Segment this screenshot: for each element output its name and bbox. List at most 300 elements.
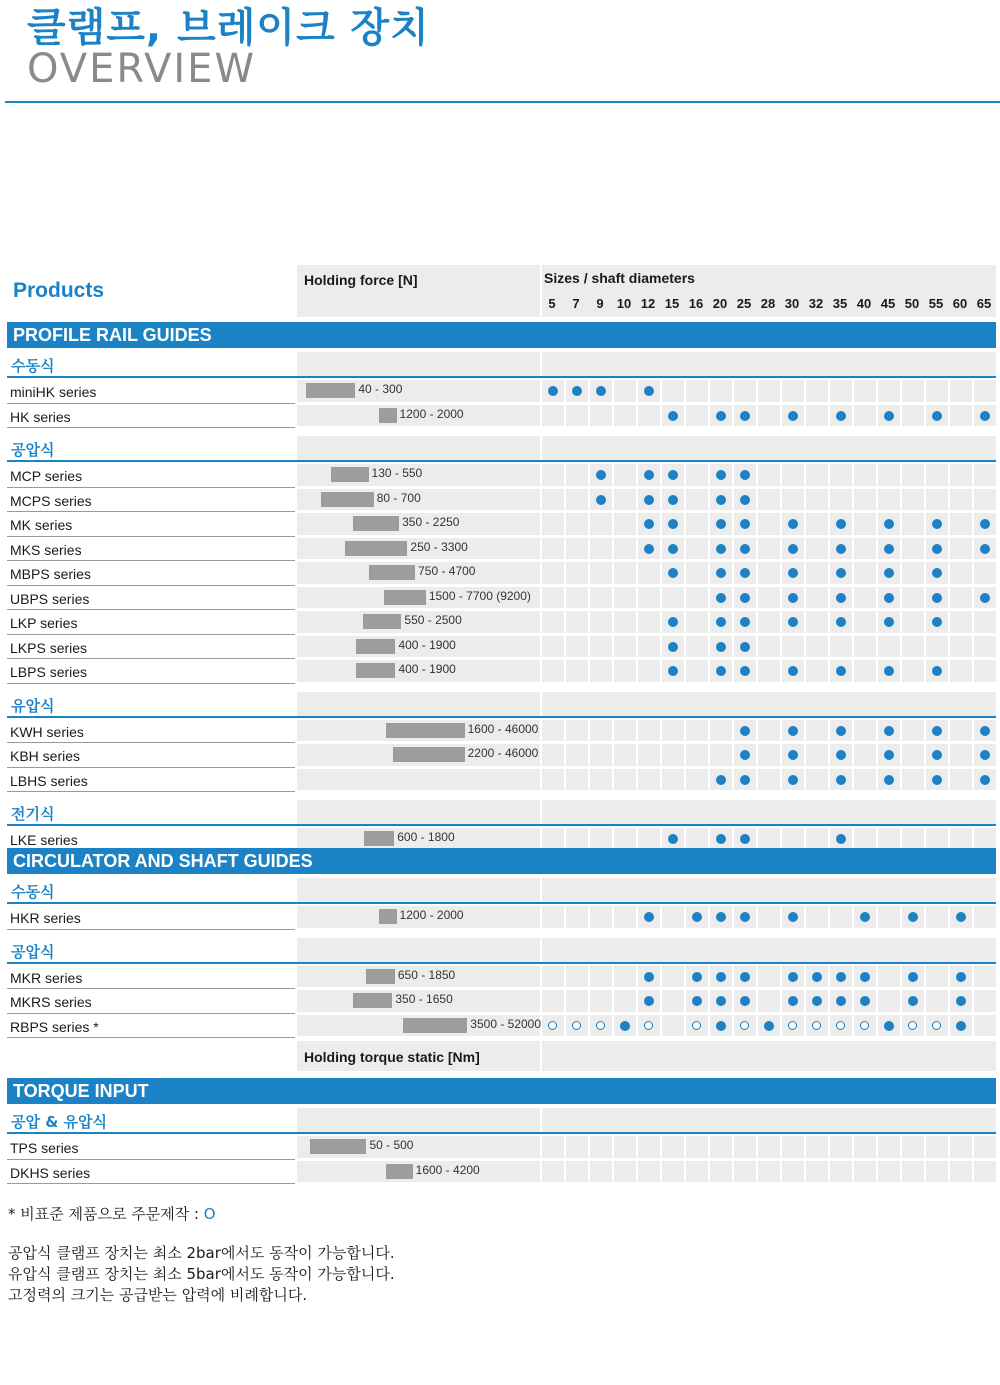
row-label: HKR series	[10, 910, 81, 926]
size-cell	[854, 587, 876, 609]
size-cell	[542, 660, 564, 682]
size-cell	[950, 744, 972, 766]
size-cell	[854, 562, 876, 584]
size-cell	[854, 828, 876, 850]
force-label: 400 - 1900	[398, 637, 456, 652]
filled-dot-icon	[788, 544, 798, 554]
filled-dot-icon	[932, 617, 942, 627]
size-cell	[854, 1136, 876, 1158]
size-cell	[974, 611, 996, 633]
row-rule	[7, 742, 295, 743]
filled-dot-icon	[692, 912, 702, 922]
size-cell	[974, 636, 996, 658]
filled-dot-icon	[740, 470, 750, 480]
row-rule	[7, 1183, 295, 1184]
force-bar	[366, 969, 395, 984]
note-line: 공압식 클램프 장치는 최소 2bar에서도 동작이 가능합니다.	[8, 1244, 395, 1262]
group-header-cell	[297, 692, 540, 717]
size-label: 50	[904, 296, 920, 311]
section-title: PROFILE RAIL GUIDES	[13, 325, 212, 345]
force-label: 1600 - 4200	[415, 1162, 480, 1177]
size-cell	[806, 828, 828, 850]
size-cell	[950, 587, 972, 609]
size-cell	[974, 1015, 996, 1037]
size-cell	[806, 538, 828, 560]
size-cell	[686, 1161, 708, 1183]
size-cell	[854, 1161, 876, 1183]
filled-dot-icon	[596, 386, 606, 396]
size-cell	[758, 513, 780, 535]
filled-dot-icon	[716, 912, 726, 922]
filled-dot-icon	[716, 519, 726, 529]
size-cell	[806, 611, 828, 633]
group-header-cell	[542, 800, 996, 825]
filled-dot-icon	[980, 411, 990, 421]
size-cell	[878, 966, 900, 988]
size-cell	[638, 405, 660, 427]
size-cell	[950, 660, 972, 682]
size-cell	[662, 744, 684, 766]
size-cell	[926, 636, 948, 658]
size-cell	[686, 660, 708, 682]
size-cell	[878, 489, 900, 511]
size-cell	[542, 1161, 564, 1183]
size-label: 15	[664, 296, 680, 311]
filled-dot-icon	[884, 519, 894, 529]
size-cell	[542, 562, 564, 584]
filled-dot-icon	[836, 996, 846, 1006]
size-cell	[686, 587, 708, 609]
filled-dot-icon	[716, 411, 726, 421]
force-bar	[403, 1018, 468, 1033]
row-rule	[7, 634, 295, 635]
filled-dot-icon	[788, 411, 798, 421]
size-cell	[566, 489, 588, 511]
group-header-cell	[542, 1108, 996, 1133]
size-cell	[902, 720, 924, 742]
size-cell	[782, 636, 804, 658]
row-rule	[7, 658, 295, 659]
filled-dot-icon	[980, 593, 990, 603]
filled-dot-icon	[956, 972, 966, 982]
filled-dot-icon	[908, 912, 918, 922]
size-cell	[758, 405, 780, 427]
size-cell	[974, 464, 996, 486]
size-cell	[614, 660, 636, 682]
filled-dot-icon	[692, 972, 702, 982]
group-header-cell	[542, 692, 996, 717]
filled-dot-icon	[668, 617, 678, 627]
size-cell	[950, 489, 972, 511]
size-cell	[950, 720, 972, 742]
group-rule	[7, 902, 996, 904]
size-cell	[614, 464, 636, 486]
size-cell	[950, 513, 972, 535]
row-rule	[7, 1013, 295, 1014]
size-cell	[590, 720, 612, 742]
size-cell	[758, 611, 780, 633]
size-cell	[566, 1161, 588, 1183]
size-cell	[686, 464, 708, 486]
filled-dot-icon	[788, 912, 798, 922]
open-circle-icon	[692, 1021, 701, 1030]
size-cell	[566, 513, 588, 535]
force-bar	[384, 590, 426, 605]
size-cell	[782, 380, 804, 402]
size-cell	[566, 990, 588, 1012]
row-label: LKP series	[10, 615, 78, 631]
size-cell	[926, 489, 948, 511]
filled-dot-icon	[740, 750, 750, 760]
open-circle-icon	[908, 1021, 917, 1030]
size-label: 35	[832, 296, 848, 311]
filled-dot-icon	[644, 912, 654, 922]
size-cell	[542, 513, 564, 535]
size-cell	[758, 990, 780, 1012]
size-cell	[974, 489, 996, 511]
group-rule	[7, 460, 996, 462]
filled-dot-icon	[716, 775, 726, 785]
size-cell	[614, 489, 636, 511]
force-bar	[363, 614, 402, 629]
row-label: MKS series	[10, 541, 82, 558]
size-cell	[614, 744, 636, 766]
row-rule	[7, 585, 295, 586]
size-cell	[542, 489, 564, 511]
sizes-heading: Sizes / shaft diameters	[544, 270, 695, 286]
size-label: 10	[616, 296, 632, 311]
filled-dot-icon	[668, 666, 678, 676]
size-cell	[590, 611, 612, 633]
size-cell	[542, 744, 564, 766]
size-cell	[566, 660, 588, 682]
size-cell	[614, 906, 636, 928]
force-label: 350 - 1650	[395, 992, 453, 1006]
filled-dot-icon	[572, 386, 582, 396]
holding-force-heading: Holding force [N]	[304, 272, 418, 288]
filled-dot-icon	[836, 568, 846, 578]
size-label: 30	[784, 296, 800, 311]
filled-dot-icon	[740, 996, 750, 1006]
size-cell	[614, 990, 636, 1012]
open-circle-icon	[644, 1021, 653, 1030]
size-label: 25	[736, 296, 752, 311]
size-cell	[710, 744, 732, 766]
filled-dot-icon	[788, 996, 798, 1006]
row-rule	[7, 1159, 295, 1160]
size-cell	[566, 828, 588, 850]
size-cell	[806, 587, 828, 609]
filled-dot-icon	[860, 996, 870, 1006]
size-cell	[590, 1136, 612, 1158]
row-rule	[7, 1037, 295, 1038]
size-cell	[542, 906, 564, 928]
size-cell	[878, 636, 900, 658]
size-cell	[590, 538, 612, 560]
size-label: 60	[952, 296, 968, 311]
filled-dot-icon	[980, 726, 990, 736]
size-cell	[806, 513, 828, 535]
row-rule	[7, 683, 295, 684]
filled-dot-icon	[668, 834, 678, 844]
filled-dot-icon	[932, 568, 942, 578]
row-label: MCPS series	[10, 492, 92, 509]
filled-dot-icon	[692, 996, 702, 1006]
group-header-cell	[297, 352, 540, 377]
filled-dot-icon	[716, 834, 726, 844]
size-label: 32	[808, 296, 824, 311]
size-label: 7	[572, 296, 580, 311]
size-cell	[806, 660, 828, 682]
filled-dot-icon	[644, 972, 654, 982]
size-cell	[686, 828, 708, 850]
filled-dot-icon	[716, 470, 726, 480]
size-cell	[830, 906, 852, 928]
filled-dot-icon	[644, 495, 654, 505]
row-rule	[7, 536, 295, 537]
size-cell	[566, 966, 588, 988]
filled-dot-icon	[740, 642, 750, 652]
size-cell	[806, 1161, 828, 1183]
force-bar	[306, 383, 356, 398]
note-line: 고정력의 크기는 공급받는 압력에 비례합니다.	[8, 1286, 308, 1304]
size-cell	[806, 720, 828, 742]
row-rule	[7, 487, 295, 488]
row-rule	[7, 560, 295, 561]
size-cell	[926, 464, 948, 486]
group-header-cell	[297, 436, 540, 461]
filled-dot-icon	[668, 495, 678, 505]
row-label: LBHS series	[10, 772, 88, 789]
size-label: 12	[640, 296, 656, 311]
size-cell	[758, 744, 780, 766]
size-cell	[902, 587, 924, 609]
size-cell	[782, 489, 804, 511]
size-cell	[758, 380, 780, 402]
size-label: 20	[712, 296, 728, 311]
force-bar	[353, 993, 393, 1008]
filled-dot-icon	[932, 519, 942, 529]
force-label: 350 - 2250	[402, 515, 460, 529]
row-rule	[7, 427, 295, 428]
filled-dot-icon	[788, 519, 798, 529]
size-cell	[806, 744, 828, 766]
force-bar	[386, 723, 465, 738]
size-cell	[926, 380, 948, 402]
force-bar	[345, 541, 407, 556]
filled-dot-icon	[716, 544, 726, 554]
size-cell	[566, 611, 588, 633]
size-cell	[542, 828, 564, 850]
filled-dot-icon	[644, 996, 654, 1006]
size-cell	[614, 966, 636, 988]
size-cell	[926, 990, 948, 1012]
filled-dot-icon	[788, 750, 798, 760]
group-rule	[7, 376, 996, 378]
size-cell	[950, 828, 972, 850]
size-cell	[974, 966, 996, 988]
filled-dot-icon	[740, 726, 750, 736]
filled-dot-icon	[812, 972, 822, 982]
size-cell	[902, 744, 924, 766]
filled-dot-icon	[740, 593, 750, 603]
filled-dot-icon	[716, 568, 726, 578]
filled-dot-icon	[980, 544, 990, 554]
filled-dot-icon	[596, 495, 606, 505]
row-label: RBPS series *	[10, 1018, 99, 1035]
filled-dot-icon	[836, 544, 846, 554]
group-header-cell	[542, 352, 996, 377]
force-label: 250 - 3300	[410, 539, 468, 554]
size-cell	[614, 405, 636, 427]
size-cell	[830, 1136, 852, 1158]
notes-block	[8, 1243, 395, 1306]
size-cell	[542, 966, 564, 988]
force-bar	[369, 565, 415, 580]
group-rule	[7, 1132, 996, 1134]
size-cell	[878, 1161, 900, 1183]
size-cell	[926, 966, 948, 988]
size-cell	[854, 720, 876, 742]
size-cell	[758, 587, 780, 609]
filled-dot-icon	[956, 912, 966, 922]
group-title: 수동식	[11, 883, 55, 901]
size-cell	[902, 538, 924, 560]
section-title: CIRCULATOR AND SHAFT GUIDES	[13, 851, 313, 871]
filled-dot-icon	[860, 972, 870, 982]
size-cell	[590, 513, 612, 535]
size-cell	[854, 611, 876, 633]
filled-dot-icon	[788, 593, 798, 603]
size-cell	[926, 1136, 948, 1158]
filled-dot-icon	[932, 666, 942, 676]
row-label: TPS series	[10, 1140, 79, 1156]
size-cell	[686, 380, 708, 402]
filled-dot-icon	[932, 726, 942, 736]
force-bar	[379, 909, 396, 924]
size-cell	[638, 660, 660, 682]
size-cell	[614, 636, 636, 658]
filled-dot-icon	[668, 568, 678, 578]
size-cell	[758, 906, 780, 928]
group-title: 공압식	[11, 942, 55, 961]
row-label: HK series	[10, 408, 71, 425]
size-cell	[902, 636, 924, 658]
size-cell	[662, 966, 684, 988]
size-cell	[854, 405, 876, 427]
size-cell	[902, 464, 924, 486]
size-cell	[686, 744, 708, 766]
size-cell	[974, 660, 996, 682]
size-cell	[782, 1136, 804, 1158]
size-cell	[806, 636, 828, 658]
size-cell	[950, 538, 972, 560]
filled-dot-icon	[788, 617, 798, 627]
size-cell	[806, 405, 828, 427]
size-cell	[878, 990, 900, 1012]
size-cell	[806, 464, 828, 486]
size-cell	[662, 1015, 684, 1037]
force-bar	[321, 492, 374, 507]
size-cell	[854, 380, 876, 402]
size-cell	[566, 720, 588, 742]
filled-dot-icon	[884, 544, 894, 554]
size-cell	[614, 562, 636, 584]
filled-dot-icon	[716, 972, 726, 982]
size-cell	[950, 380, 972, 402]
row-label: DKHS series	[10, 1164, 91, 1181]
open-circle-icon	[548, 1021, 557, 1030]
filled-dot-icon	[788, 666, 798, 676]
section-title: TORQUE INPUT	[13, 1081, 149, 1101]
filled-dot-icon	[836, 593, 846, 603]
force-label: 1500 - 7700 (9200)	[428, 588, 531, 603]
size-cell	[542, 636, 564, 658]
size-cell	[542, 538, 564, 560]
footnote-text: * 비표준 제품으로 주문제작 :	[8, 1205, 204, 1223]
open-circle-icon	[932, 1021, 941, 1030]
size-cell	[638, 720, 660, 742]
section-bar	[7, 1078, 996, 1104]
filled-dot-icon	[548, 386, 558, 396]
group-title: 공압식	[11, 441, 55, 459]
filled-dot-icon	[740, 912, 750, 922]
filled-dot-icon	[716, 666, 726, 676]
group-title: 유압식	[11, 696, 55, 715]
group-header-cell	[542, 938, 996, 963]
torque-header-cell	[542, 1041, 996, 1071]
row-label: MKRS series	[10, 994, 92, 1010]
filled-dot-icon	[980, 750, 990, 760]
row-rule	[7, 988, 295, 989]
force-bar	[356, 639, 396, 654]
size-cell	[974, 1136, 996, 1158]
open-circle-icon	[740, 1021, 749, 1030]
force-bar	[356, 663, 396, 678]
filled-dot-icon	[740, 411, 750, 421]
size-cell	[950, 1161, 972, 1183]
size-cell	[758, 489, 780, 511]
filled-dot-icon	[836, 411, 846, 421]
size-cell	[902, 380, 924, 402]
size-cell	[782, 1161, 804, 1183]
size-cell	[758, 1161, 780, 1183]
open-circle-icon	[812, 1021, 821, 1030]
filled-dot-icon	[836, 519, 846, 529]
size-cell	[566, 906, 588, 928]
filled-dot-icon	[740, 617, 750, 627]
row-label: LBPS series	[10, 664, 88, 680]
force-label: 130 - 550	[371, 466, 423, 480]
size-cell	[830, 380, 852, 402]
size-cell	[686, 562, 708, 584]
group-header-cell	[297, 800, 540, 825]
size-cell	[758, 464, 780, 486]
force-label: 1600 - 46000	[467, 721, 539, 736]
size-cell	[902, 611, 924, 633]
size-cell	[974, 990, 996, 1012]
size-cell	[830, 1161, 852, 1183]
filled-dot-icon	[884, 617, 894, 627]
size-cell	[590, 828, 612, 850]
filled-dot-icon	[668, 519, 678, 529]
size-label: 28	[760, 296, 776, 311]
size-cell	[590, 562, 612, 584]
filled-dot-icon	[716, 593, 726, 603]
filled-dot-icon	[716, 996, 726, 1006]
size-cell	[806, 906, 828, 928]
size-cell	[590, 587, 612, 609]
